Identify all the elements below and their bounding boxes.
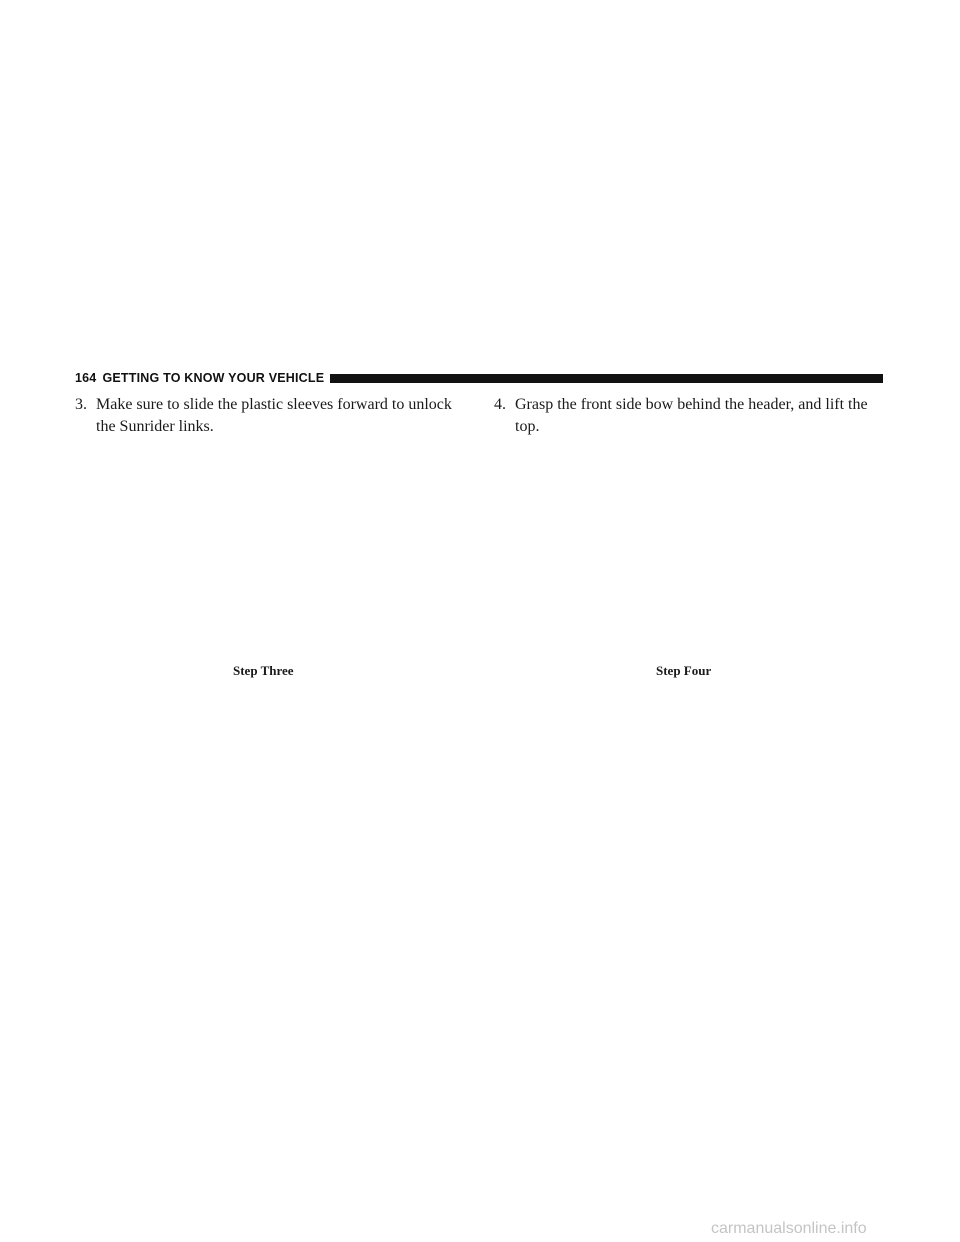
step-three-text (75, 394, 465, 438)
page-header (75, 370, 883, 386)
step-three-number: 3. (75, 396, 87, 413)
watermark-link[interactable]: carmanualsonline.info (711, 1220, 867, 1237)
step-four-column (494, 394, 884, 438)
step-four-instruction: Grasp the front side bow behind the header, and lift the top. (515, 396, 868, 435)
header-rule (330, 374, 883, 383)
step-three-figure (75, 440, 465, 652)
page-number: 164 (75, 371, 97, 385)
step-three-instruction: Make sure to slide the plastic sleeves forward to unlock the Sunrider links. (96, 396, 452, 435)
step-four-number: 4. (494, 396, 506, 413)
step-four-caption: Step Four (656, 663, 712, 678)
section-title: GETTING TO KNOW YOUR VEHICLE (102, 371, 325, 385)
step-four-figure (494, 440, 884, 652)
step-three-column (75, 394, 465, 438)
step-four-text (494, 394, 884, 438)
step-three-caption: Step Three (233, 663, 294, 678)
